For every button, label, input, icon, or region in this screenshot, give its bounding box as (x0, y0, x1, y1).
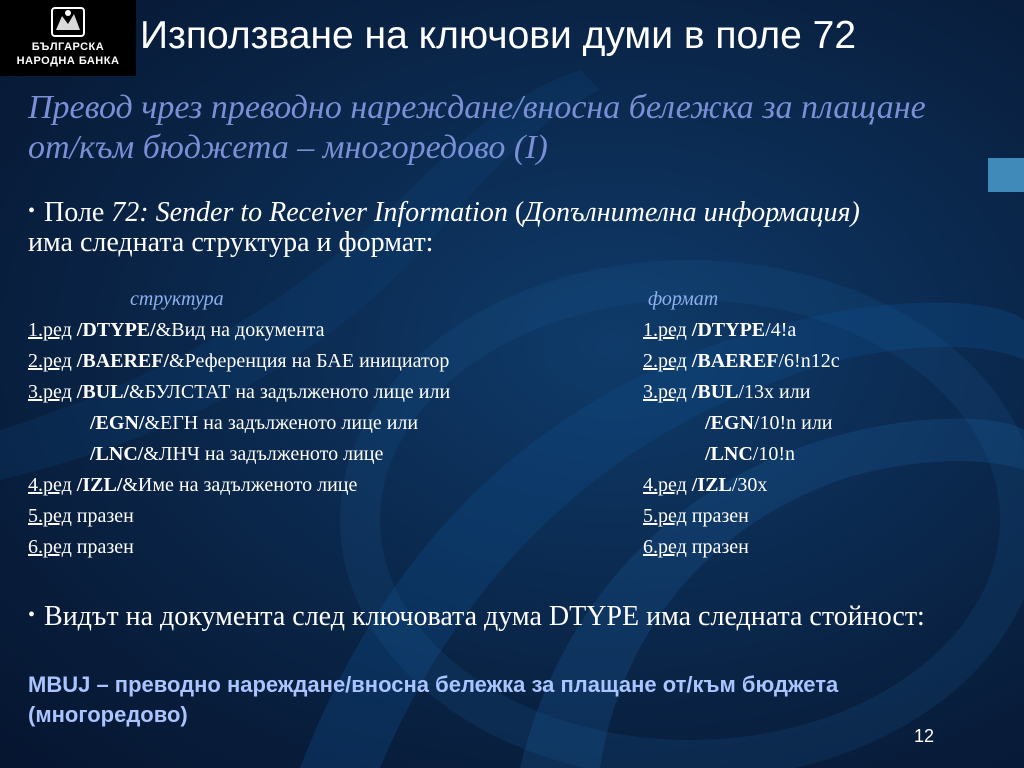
structure-text: &ЕГН на задълженото лице или (144, 412, 419, 434)
structure-row (28, 348, 449, 374)
structure-text: &БУЛСТАТ на задълженото лице или (129, 381, 451, 403)
row-label: 3.ред (28, 381, 72, 403)
structure-text: празен (76, 536, 134, 558)
format-text: /13x или (738, 381, 811, 403)
dtype-description (28, 600, 988, 632)
para1-prefix: Поле (44, 197, 112, 228)
format-keyword: /EGN (705, 412, 754, 434)
structure-text: &ЛНЧ на задълженото лице (143, 443, 384, 465)
para1-middle: ( (507, 197, 525, 228)
structure-row (28, 317, 325, 343)
format-row (643, 503, 749, 529)
format-text: /30x (731, 474, 768, 496)
row-label: 3.ред (643, 381, 687, 403)
structure-row (90, 410, 418, 436)
structure-row (90, 441, 383, 467)
format-row (705, 410, 833, 436)
structure-row (28, 379, 450, 405)
accent-bar (988, 158, 1024, 192)
bank-emblem-icon (48, 4, 88, 40)
structure-row (28, 472, 357, 498)
para1-field-name: 72: Sender to Receiver Information (111, 197, 508, 228)
structure-keyword: /DTYPE/ (76, 319, 156, 341)
format-text: /4!a (765, 319, 797, 341)
format-row (643, 379, 810, 405)
format-text: /10!n или (753, 412, 833, 434)
para1-suffix: има следната структура и формат: (28, 227, 434, 258)
structure-keyword: /IZL/ (76, 474, 123, 496)
structure-row (28, 534, 134, 560)
format-keyword: /LNC (705, 443, 753, 465)
format-text: празен (691, 536, 749, 558)
format-text: /6!n12c (778, 350, 840, 372)
logo-line-1: БЪЛГАРСКА (31, 41, 105, 53)
format-row (643, 534, 749, 560)
para1-translation: Допълнителна информация) (524, 197, 860, 228)
row-label: 2.ред (643, 350, 687, 372)
format-row (643, 348, 840, 374)
column-head-format: формат (648, 288, 719, 310)
structure-keyword: /LNC/ (90, 443, 144, 465)
column-head-structure: структура (130, 288, 224, 310)
mbuj-definition: MBUJ – преводно нареждане/вносна бележка за плащане от/към бюджета (многоредово) (28, 672, 839, 727)
row-label: 1.ред (643, 319, 687, 341)
logo-line-2: НАРОДНА БАНКА (16, 55, 120, 67)
format-row (643, 472, 767, 498)
row-label: 1.ред (28, 319, 72, 341)
slide-title: Използване на ключови думи в поле 72 (140, 14, 857, 57)
row-label: 5.ред (643, 505, 687, 527)
bullet-icon: • (28, 200, 36, 222)
format-row (705, 441, 795, 467)
structure-text: &Референция на БАЕ инициатор (169, 350, 450, 372)
format-keyword: /DTYPE (691, 319, 766, 341)
structure-keyword: /BUL/ (76, 381, 130, 403)
para2-text: Видът на документа след ключовата дума DTYPE има следната стойност: (44, 601, 925, 632)
format-keyword: /BAEREF (691, 350, 779, 372)
field-72-description (28, 196, 908, 258)
row-label: 2.ред (28, 350, 72, 372)
structure-text: празен (76, 505, 134, 527)
row-label: 4.ред (643, 474, 687, 496)
structure-keyword: /BAEREF/ (76, 350, 170, 372)
format-keyword: /BUL (691, 381, 739, 403)
row-label: 5.ред (28, 505, 72, 527)
row-label: 4.ред (28, 474, 72, 496)
row-label: 6.ред (643, 536, 687, 558)
format-text: празен (691, 505, 749, 527)
structure-text: &Име на задълженото лице (122, 474, 358, 496)
bullet-icon: • (28, 604, 36, 626)
structure-keyword: /EGN/ (90, 412, 145, 434)
format-keyword: /IZL (691, 474, 732, 496)
structure-row (28, 503, 134, 529)
structure-text: &Вид на документа (155, 319, 325, 341)
slide-subtitle: Превод чрез преводно нареждане/вносна бележка за плащане от/към бюджета – многоредово (I) (28, 89, 926, 166)
bnb-logo (0, 0, 136, 76)
row-label: 6.ред (28, 536, 72, 558)
page-number: 12 (914, 726, 935, 746)
format-text: /10!n (752, 443, 796, 465)
format-row (643, 317, 796, 343)
